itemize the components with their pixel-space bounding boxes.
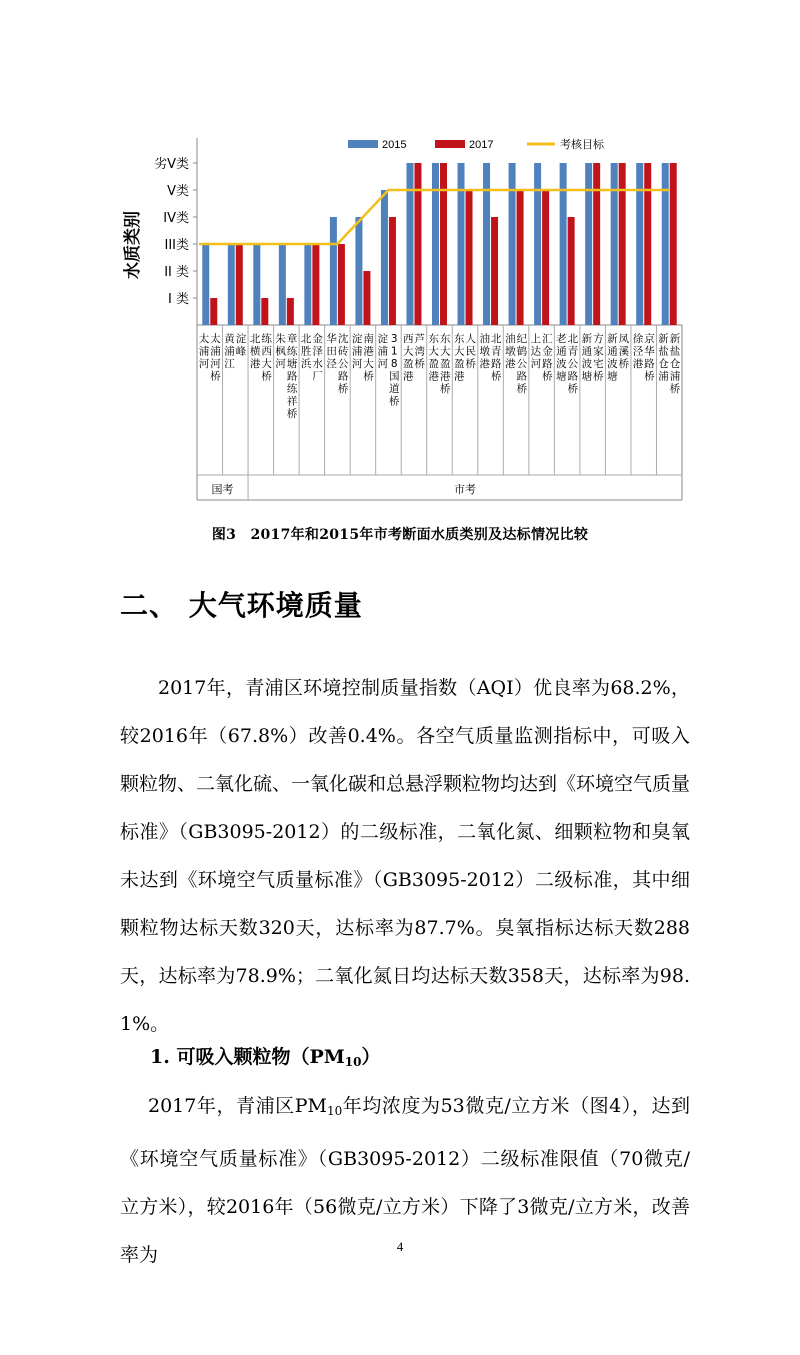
bar-2015 [253,244,260,325]
category-label: 淀浦河3 1 8 国道桥 [377,333,400,408]
bar-2015 [279,244,286,325]
bar-2017 [363,271,370,325]
y-axis-title: 水质类别 [123,211,143,279]
bar-2015 [662,163,669,325]
category-label: 东大盈港人民桥 [454,333,477,383]
bar-2015 [381,190,388,325]
bar-2017 [389,217,396,325]
figure-caption: 图3 2017年和2015年市考断面水质类别及达标情况比较 [211,527,589,543]
category-label: 淀浦河南港大桥 [351,333,374,383]
group-label: 市考 [454,483,477,496]
bar-2017 [210,298,217,325]
category-label: 油墩港北青路桥 [479,333,502,383]
y-tick-label: II 类 [164,265,189,280]
bar-2015 [509,163,516,325]
pm10-text-b: 年均浓度为53微克/立方米（图4），达到《环境空气质量标准》（GB3095-2012）二级标准限值（70微克/立方米），较2016年（56微克/立方米）下降了3微克/立方米，改善率为 [120,1095,691,1266]
y-tick-label: III类 [164,238,189,253]
category-label: 徐泾港京华路桥 [632,333,655,383]
bar-2017 [466,190,473,325]
y-tick-label: I 类 [168,292,189,307]
category-label: 北胜浜金泽水厂 [300,333,323,383]
bar-2015 [636,163,643,325]
category-label: 北横港练西大桥 [249,333,272,383]
bar-2017 [338,244,345,325]
bar-2017 [312,244,319,325]
pm10-text-sub: 10 [326,1104,343,1118]
bar-2017 [261,298,268,325]
bar-2015 [304,244,311,325]
bar-2015 [483,163,490,325]
bar-2017 [619,163,626,325]
bar-2017 [542,190,549,325]
bar-2015 [458,163,465,325]
group-label: 国考 [211,483,234,496]
category-label: 上达河汇金路桥 [530,333,553,383]
bar-2015 [202,244,209,325]
category-label: 东大盈港东大盈港桥 [428,333,451,395]
bar-2017 [287,298,294,325]
bar-2017 [568,217,575,325]
bar-2017 [491,217,498,325]
subsection-number: 1. [150,1046,170,1068]
subsection-title-sub: 10 [344,1055,362,1069]
bar-2017 [670,163,677,325]
category-label: 朱枫河章练塘路练祥桥 [275,333,298,420]
bar-2017 [236,244,243,325]
legend-label-target: 考核目标 [560,138,604,151]
paragraph-aqi-text: 2017年，青浦区环境控制质量指数（AQI）优良率为68.2%，较2016年（67.8%）改善0.4%。各空气质量监测指标中，可吸入颗粒物、二氧化硫、一氧化碳和总悬浮颗粒物均达到《环境空气质量标准》（GB3095-2012）的二级标准，二氧化氮、细颗粒物和臭氧未达到《环境空气质量标准》（GB3095-2012）二级标准，其中细颗粒物达标天数320天，达标率为87.7%。臭氧指标达标天数288天，达标率为78.9%；二氧化氮日均达标天数358天，达标率为98.1%。 [120,677,691,1035]
category-label: 太浦河太浦河桥 [198,333,221,383]
legend [348,137,605,151]
category-label: 新盐仓浦新盐仓浦桥 [658,333,681,395]
y-tick-label: IV类 [163,211,189,226]
bar-2015 [406,163,413,325]
bar-2017 [414,163,421,325]
subsection-title-a: 可吸入颗粒物（PM [176,1046,345,1068]
bar-2015 [560,163,567,325]
bar-2017 [517,190,524,325]
category-label: 新通波塘方家宅桥 [581,333,604,383]
bar-2015 [534,163,541,325]
legend-swatch-2017 [435,140,465,148]
subsection-title-b: ） [361,1046,381,1068]
bar-2015 [228,244,235,325]
category-label: 华田泾沈砖公路桥 [326,333,349,395]
subsection-title [150,1042,381,1069]
bar-2015 [432,163,439,325]
category-label: 黄浦江淀峰 [224,333,247,370]
bar-2017 [593,163,600,325]
y-tick-label: 劣V类 [154,157,189,172]
legend-label-2015: 2015 [382,139,407,151]
bar-2015 [585,163,592,325]
section-title: 二、 大气环境质量 [120,589,363,622]
category-label: 西大盈港芦湾桥 [402,333,425,383]
water-quality-chart [0,0,800,510]
category-label: 老通波塘北青公路桥 [556,333,579,395]
legend-swatch-2015 [348,140,378,148]
category-label: 新通波塘凤溪桥 [607,333,630,383]
legend-label-2017: 2017 [469,139,494,151]
bar-2017 [644,163,651,325]
pm10-text-a: 2017年，青浦区PM [148,1095,327,1117]
page-number: 4 [396,1239,404,1254]
y-tick-label: V类 [167,184,189,199]
bar-2015 [611,163,618,325]
category-label: 油墩港纪鹤公路桥 [505,333,528,395]
bar-2017 [440,163,447,325]
bar-2015 [330,217,337,325]
paragraph-aqi [120,664,690,1048]
bar-2015 [355,217,362,325]
